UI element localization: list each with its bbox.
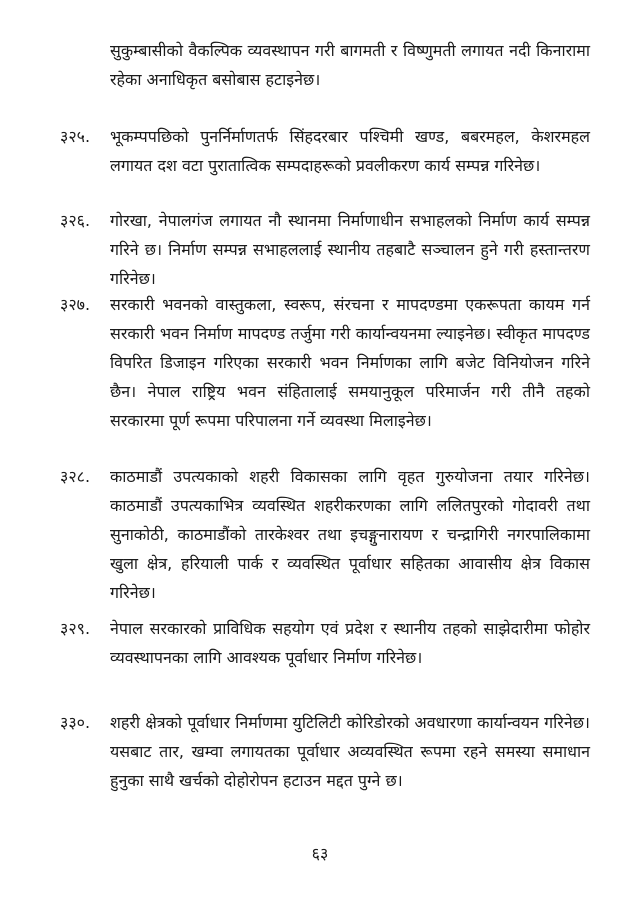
- paragraph-number: ३२५.: [60, 127, 91, 146]
- paragraph-text: काठमाडौं उपत्यकाको शहरी विकासका लागि वृहत गुरुयोजना तयार गरिनेछ। काठमाडौं उपत्यकाभित्र व्यवस्थित शहरीकरणका लागि ललितपुरको गोदावरी तथा सुनाकोठी, काठमाडौंको तारकेश्वर तथा इचङ्गुनारायण र चन्द्रागिरी नगरपालिकामा खुला क्षेत्र, हरियाली पार्क र व्यवस्थित पूर्वाधार सहितका आवासीय क्षेत्र विकास गरिनेछ।: [110, 467, 590, 602]
- paragraph-number: ३२७.: [60, 295, 91, 314]
- paragraph-text: नेपाल सरकारको प्राविधिक सहयोग एवं प्रदेश र स्थानीय तहको साझेदारीमा फोहोर व्यवस्थापनका लागि आवश्यक पूर्वाधार निर्माण गरिनेछ।: [110, 619, 590, 667]
- paragraph-text: सुकुम्बासीको वैकल्पिक व्यवस्थापन गरी बागमती र विष्णुमती लगायत नदी किनारामा रहेका अनाधिकृत बसोबास हटाइनेछ।: [110, 41, 590, 89]
- paragraph-325: [60, 122, 590, 180]
- paragraph-text: शहरी क्षेत्रको पूर्वाधार निर्माणमा युटिलिटी कोरिडोरको अवधारणा कार्यान्वयन गरिनेछ। यसबाट तार, खम्वा लगायतका पूर्वाधार अव्यवस्थित रूपमा रहने समस्या समाधान हुनुका साथै खर्चको दोहोरोपन हटाउन मद्दत पुग्ने छ।: [110, 713, 590, 790]
- page-number: ६३: [311, 844, 329, 863]
- paragraph-326: [60, 206, 590, 293]
- paragraph-330: [60, 708, 590, 795]
- paragraph-number: ३२६.: [60, 211, 91, 230]
- paragraph-329: [60, 614, 590, 672]
- paragraph-327: [60, 290, 590, 435]
- paragraph-number: ३२९.: [60, 619, 91, 638]
- paragraph-text: सरकारी भवनको वास्तुकला, स्वरूप, संरचना र मापदण्डमा एकरूपता कायम गर्न सरकारी भवन निर्माण मापदण्ड तर्जुमा गरी कार्यान्वयनमा ल्याइनेछ। स्वीकृत मापदण्ड विपरित डिजाइन गरिएका सरकारी भवन निर्माणका लागि बजेट विनियोजन गरिने छैन। नेपाल राष्ट्रिय भवन संहितालाई समयानुकूल परिमार्जन गरी तीनै तहको सरकारमा पूर्ण रूपमा परिपालना गर्ने व्यवस्था मिलाइनेछ।: [110, 295, 590, 430]
- paragraph-text: भूकम्पपछिको पुनर्निर्माणतर्फ सिंहदरबार पश्चिमी खण्ड, बबरमहल, केशरमहल लगायत दश वटा पुरातात्विक सम्पदाहरूको प्रवलीकरण कार्य सम्पन्न गरिनेछ।: [110, 127, 590, 175]
- paragraph-number: ३३०.: [60, 713, 91, 732]
- paragraph-text: गोरखा, नेपालगंज लगायत नौ स्थानमा निर्माणाधीन सभाहलको निर्माण कार्य सम्पन्न गरिने छ। निर्माण सम्पन्न सभाहललाई स्थानीय तहबाटै सञ्चालन हुने गरी हस्तान्तरण गरिनेछ।: [110, 211, 590, 288]
- paragraph-number: ३२८.: [60, 467, 91, 486]
- paragraph-continued: [60, 36, 590, 94]
- paragraph-328: [60, 462, 590, 607]
